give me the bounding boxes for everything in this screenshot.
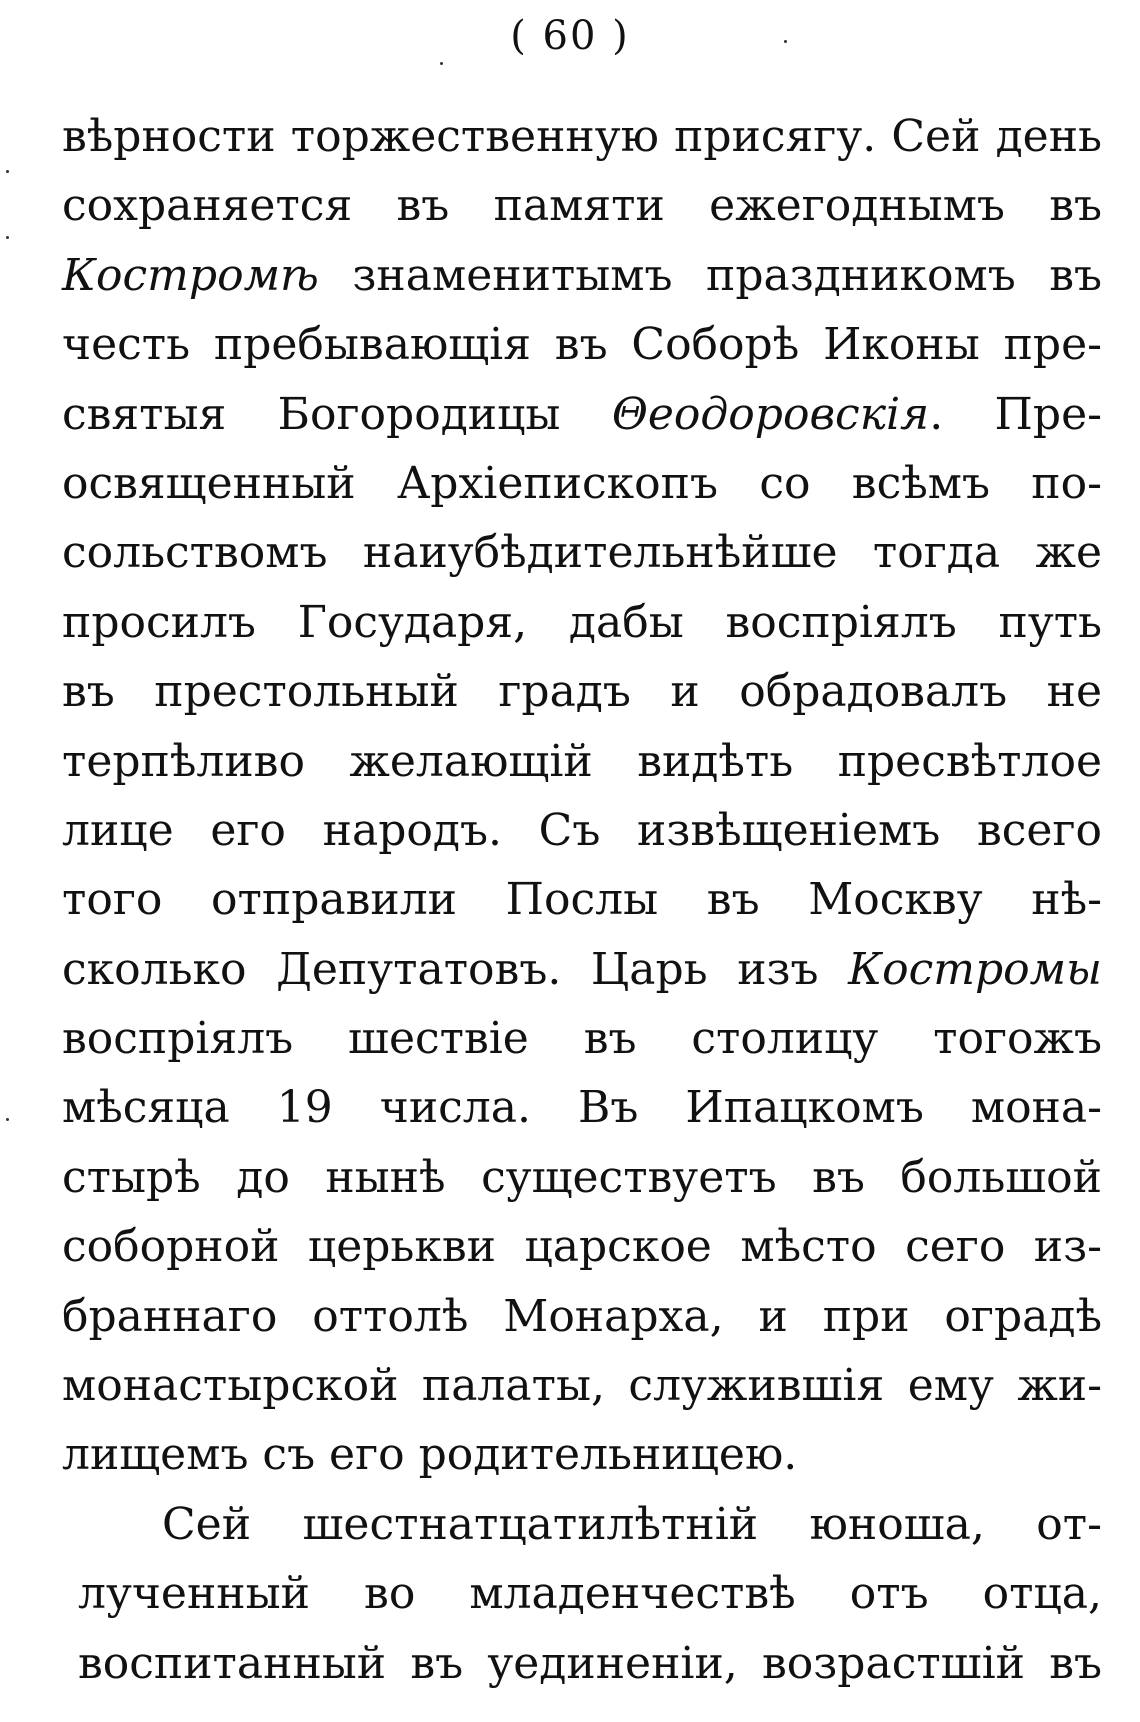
text-line: сольствомъ наиубѣдительнѣйше тогда же (62, 527, 1102, 579)
italic-place-name: Костромѣ (62, 249, 319, 301)
print-speck (440, 62, 443, 65)
italic-icon-name: Θеодоровскія (611, 388, 930, 440)
body-text (62, 102, 1102, 1698)
text-line: соборной церькви царское мѣсто сего из- (62, 1221, 1102, 1273)
text-line: честь пребывающія въ Соборѣ Иконы пре- (62, 319, 1102, 371)
text-line: воспитанный въ уединеніи, возрастшій въ (78, 1637, 1102, 1689)
text-line: монастырской палаты, служившія ему жи- (62, 1360, 1102, 1412)
text-line: терпѣливо желающій видѣть пресвѣтлое (62, 735, 1102, 787)
text-line: вѣрности торжественную присягу. Сей день (62, 111, 1102, 162)
text-line: лученный во младенчествѣ отъ отца, (78, 1568, 1102, 1620)
text-line: воспріялъ шествіе въ столицу тогожъ (62, 1013, 1102, 1065)
text-line: въ престольный градъ и обрадовалъ не (62, 666, 1102, 718)
text-line: того отправили Послы въ Москву нѣ- (62, 874, 1102, 926)
text-line: сохраняется въ памяти ежегоднымъ въ (62, 180, 1102, 232)
print-speck (6, 236, 9, 239)
page-number: ( 60 ) (510, 13, 630, 59)
print-speck (6, 170, 9, 173)
print-speck (6, 1118, 9, 1121)
text-line: сколько Депутатовъ. Царь изъ Костромы (62, 943, 1102, 995)
text-line-paragraph-start: Сей шестнатцатилѣтній юноша, от- (162, 1498, 1102, 1550)
text-line: святыя Богородицы Θеодоровскія. Пре- (62, 388, 1102, 440)
text-line: браннаго оттолѣ Монарха, и при оградѣ (62, 1290, 1102, 1342)
text-line: Костромѣ знаменитымъ праздникомъ въ (62, 249, 1102, 301)
text-line: стырѣ до нынѣ существуетъ въ большой (62, 1151, 1102, 1203)
italic-place-name: Костромы (848, 943, 1102, 995)
text-line: мѣсяца 19 числа. Въ Ипацкомъ мона- (62, 1082, 1102, 1134)
print-speck (784, 40, 787, 43)
text-line: лице его народъ. Съ извѣщеніемъ всего (62, 804, 1102, 856)
text-line: просилъ Государя, дабы воспріялъ путь (62, 596, 1102, 648)
text-line: освященный Архіепископъ со всѣмъ по- (62, 457, 1102, 509)
text-line-paragraph-end: лищемъ съ его родительницею. (62, 1429, 798, 1481)
